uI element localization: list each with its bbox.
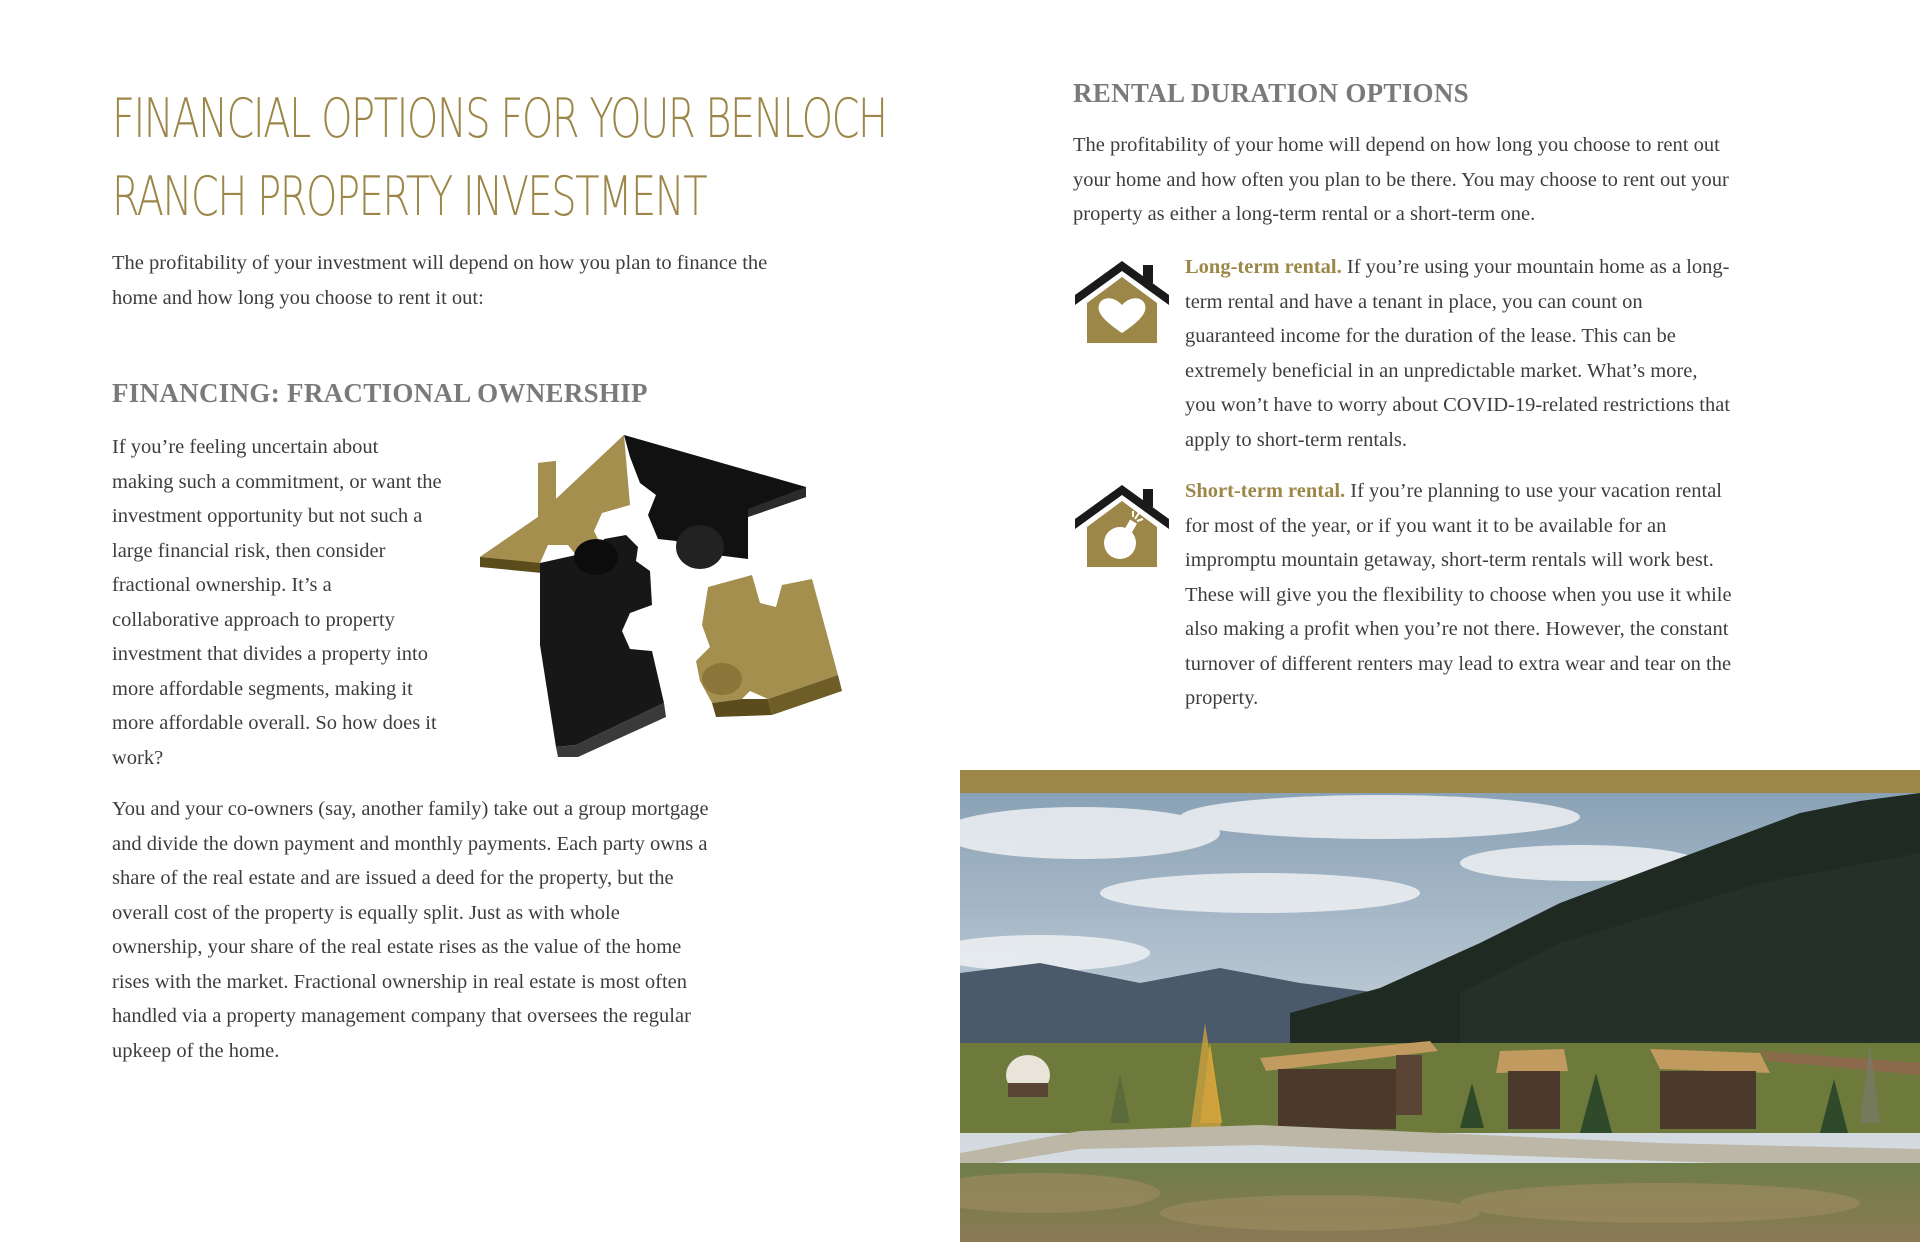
ranch-landscape-photo <box>960 793 1920 1242</box>
long-term-rental-description: If you’re using your mountain home as a long-term rental and have a tenant in place, you can count on guaranteed income for the duration of the lease. This can be extremely beneficial in an unpredictable market. What’s more, you won’t have to worry about COVID-19-related restrictions that apply to short-term rentals. <box>1185 256 1731 451</box>
house-bomb-icon <box>1073 479 1171 567</box>
page-title <box>112 80 887 236</box>
page-title-line-1: FINANCIAL OPTIONS FOR YOUR BENLOCH <box>112 87 887 150</box>
page-title-line-2: RANCH PROPERTY INVESTMENT <box>112 165 707 228</box>
puzzle-piece-gold-right <box>696 575 842 717</box>
house-heart-icon <box>1073 255 1171 343</box>
gold-divider-band <box>960 770 1920 793</box>
fractional-ownership-detail: You and your co-owners (say, another family) take out a group mortgage and divide the down payment and monthly payments. Each party owns a share of the real estate and are issued a deed for the property, but the overall cost of the property is equally split. Just as with whole ownership, your share of the real estate rises as the value of the home rises with the market. Fractional ownership in real estate is most often handled via a property management company that oversees the regular upkeep of the home. <box>112 798 709 1062</box>
short-term-rental-description: If you’re planning to use your vacation rental for most of the year, or if you want it to be available for an impromptu mountain getaway, short-term rentals will work best. These will give you the flexibility to choose when you use it while also making a profit when you’re not there. However, the constant turnover of different renters may lead to extra wear and tear on the property. <box>1185 480 1732 709</box>
long-term-rental-text <box>1185 250 1733 457</box>
puzzle-piece-black-roof <box>624 435 806 569</box>
financing-heading: FINANCING: FRACTIONAL OWNERSHIP <box>112 378 648 408</box>
fractional-ownership-intro: If you’re feeling uncertain about making such a commitment, or want the investment opportunity but not such a large financial risk, then consider fractional ownership. It’s a collaborative approach to property investment that divides a property into more affordable segments, making it more affordable overall. So how does it work? <box>112 436 442 769</box>
rental-intro-paragraph: The profitability of your home will depend on how long you choose to rent out your home and how often you plan to be there. You may choose to rent out your property as either a long-term rental or a short-term one. <box>1073 134 1729 225</box>
short-term-rental-label: Short-term rental. <box>1185 480 1346 502</box>
puzzle-piece-black-lower <box>540 535 666 757</box>
long-term-rental-label: Long-term rental. <box>1185 256 1342 278</box>
short-term-rental-text <box>1185 474 1733 716</box>
puzzle-house-icon <box>480 435 910 770</box>
rental-duration-heading: RENTAL DURATION OPTIONS <box>1073 78 1469 108</box>
intro-paragraph: The profitability of your investment will depend on how you plan to finance the home and how long you choose to rent it out: <box>112 252 768 309</box>
